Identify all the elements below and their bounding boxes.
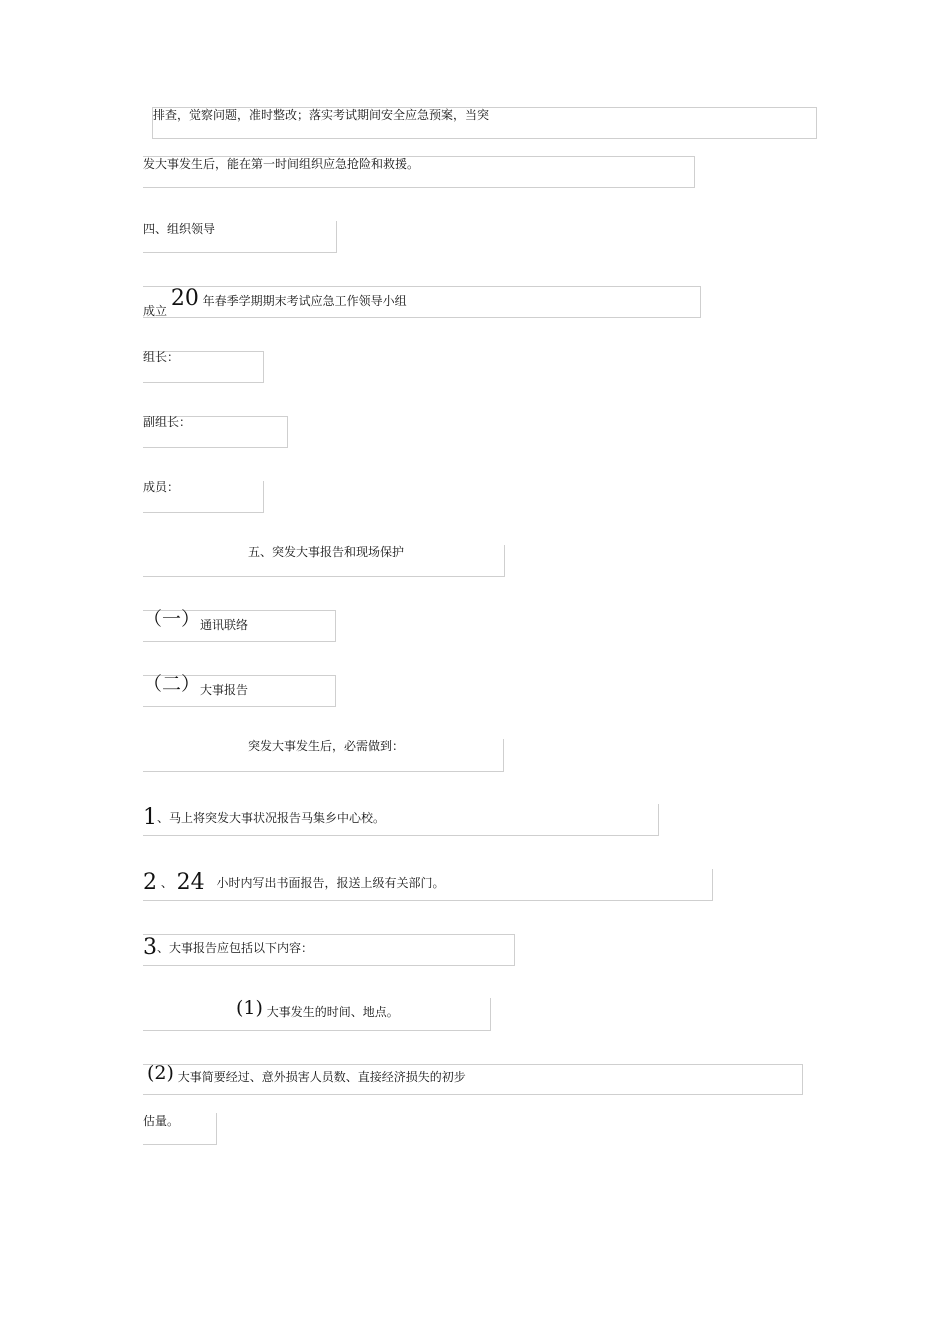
members-label: 成员： xyxy=(143,480,180,494)
requirement-2-text: 小时内写出书面报告，报送上级有关部门。 xyxy=(216,876,445,890)
content-item-1-marker: (1) xyxy=(236,997,263,1019)
requirement-1 xyxy=(143,806,385,830)
item-marker-2: （二） xyxy=(143,673,201,695)
requirement-2-number: 2 xyxy=(143,870,157,895)
paragraph-line-2: 发大事发生后，能在第一时间组织应急抢险和救援。 xyxy=(143,157,420,171)
requirement-intro: 突发大事发生后，必需做到： xyxy=(248,739,405,753)
item-communication xyxy=(143,608,249,632)
content-item-2-marker: (2) xyxy=(147,1062,174,1084)
content-item-2 xyxy=(147,1062,466,1084)
requirement-2-hours: 24 xyxy=(176,870,205,895)
leader-label: 组长： xyxy=(143,350,180,364)
deputy-leader-label: 副组长： xyxy=(143,415,192,429)
requirement-2 xyxy=(143,871,445,895)
requirement-3 xyxy=(143,936,313,960)
section-heading-organization: 四、组织领导 xyxy=(143,222,216,236)
content-item-1 xyxy=(236,997,399,1019)
leadership-suffix: 年春季学期期末考试应急工作领导小组 xyxy=(202,294,407,308)
requirement-2-separator: 、 xyxy=(160,876,173,890)
year-number: 20 xyxy=(170,286,199,311)
item-event-report-text: 大事报告 xyxy=(200,683,249,697)
content-item-2-text: 大事简要经过、意外损害人员数、直接经济损失的初步 xyxy=(177,1070,466,1084)
item-marker-1: （一） xyxy=(143,608,201,630)
requirement-1-number: 1 xyxy=(143,805,157,830)
content-item-1-text: 大事发生的时间、地点。 xyxy=(266,1005,399,1019)
leadership-prefix: 成立 xyxy=(143,304,168,318)
item-event-report xyxy=(143,673,249,697)
requirement-1-text: 、马上将突发大事状况报告马集乡中心校。 xyxy=(157,811,386,825)
leadership-group-line xyxy=(143,286,407,318)
requirement-3-text: 、大事报告应包括以下内容： xyxy=(157,941,314,955)
item-communication-text: 通讯联络 xyxy=(200,618,249,632)
requirement-3-number: 3 xyxy=(143,935,157,960)
content-item-2-continued: 估量。 xyxy=(143,1114,180,1128)
section-heading-report: 五、突发大事报告和现场保护 xyxy=(248,545,405,559)
paragraph-line-1: 排查，觉察问题，准时整改；落实考试期间安全应急预案，当突 xyxy=(153,108,490,122)
